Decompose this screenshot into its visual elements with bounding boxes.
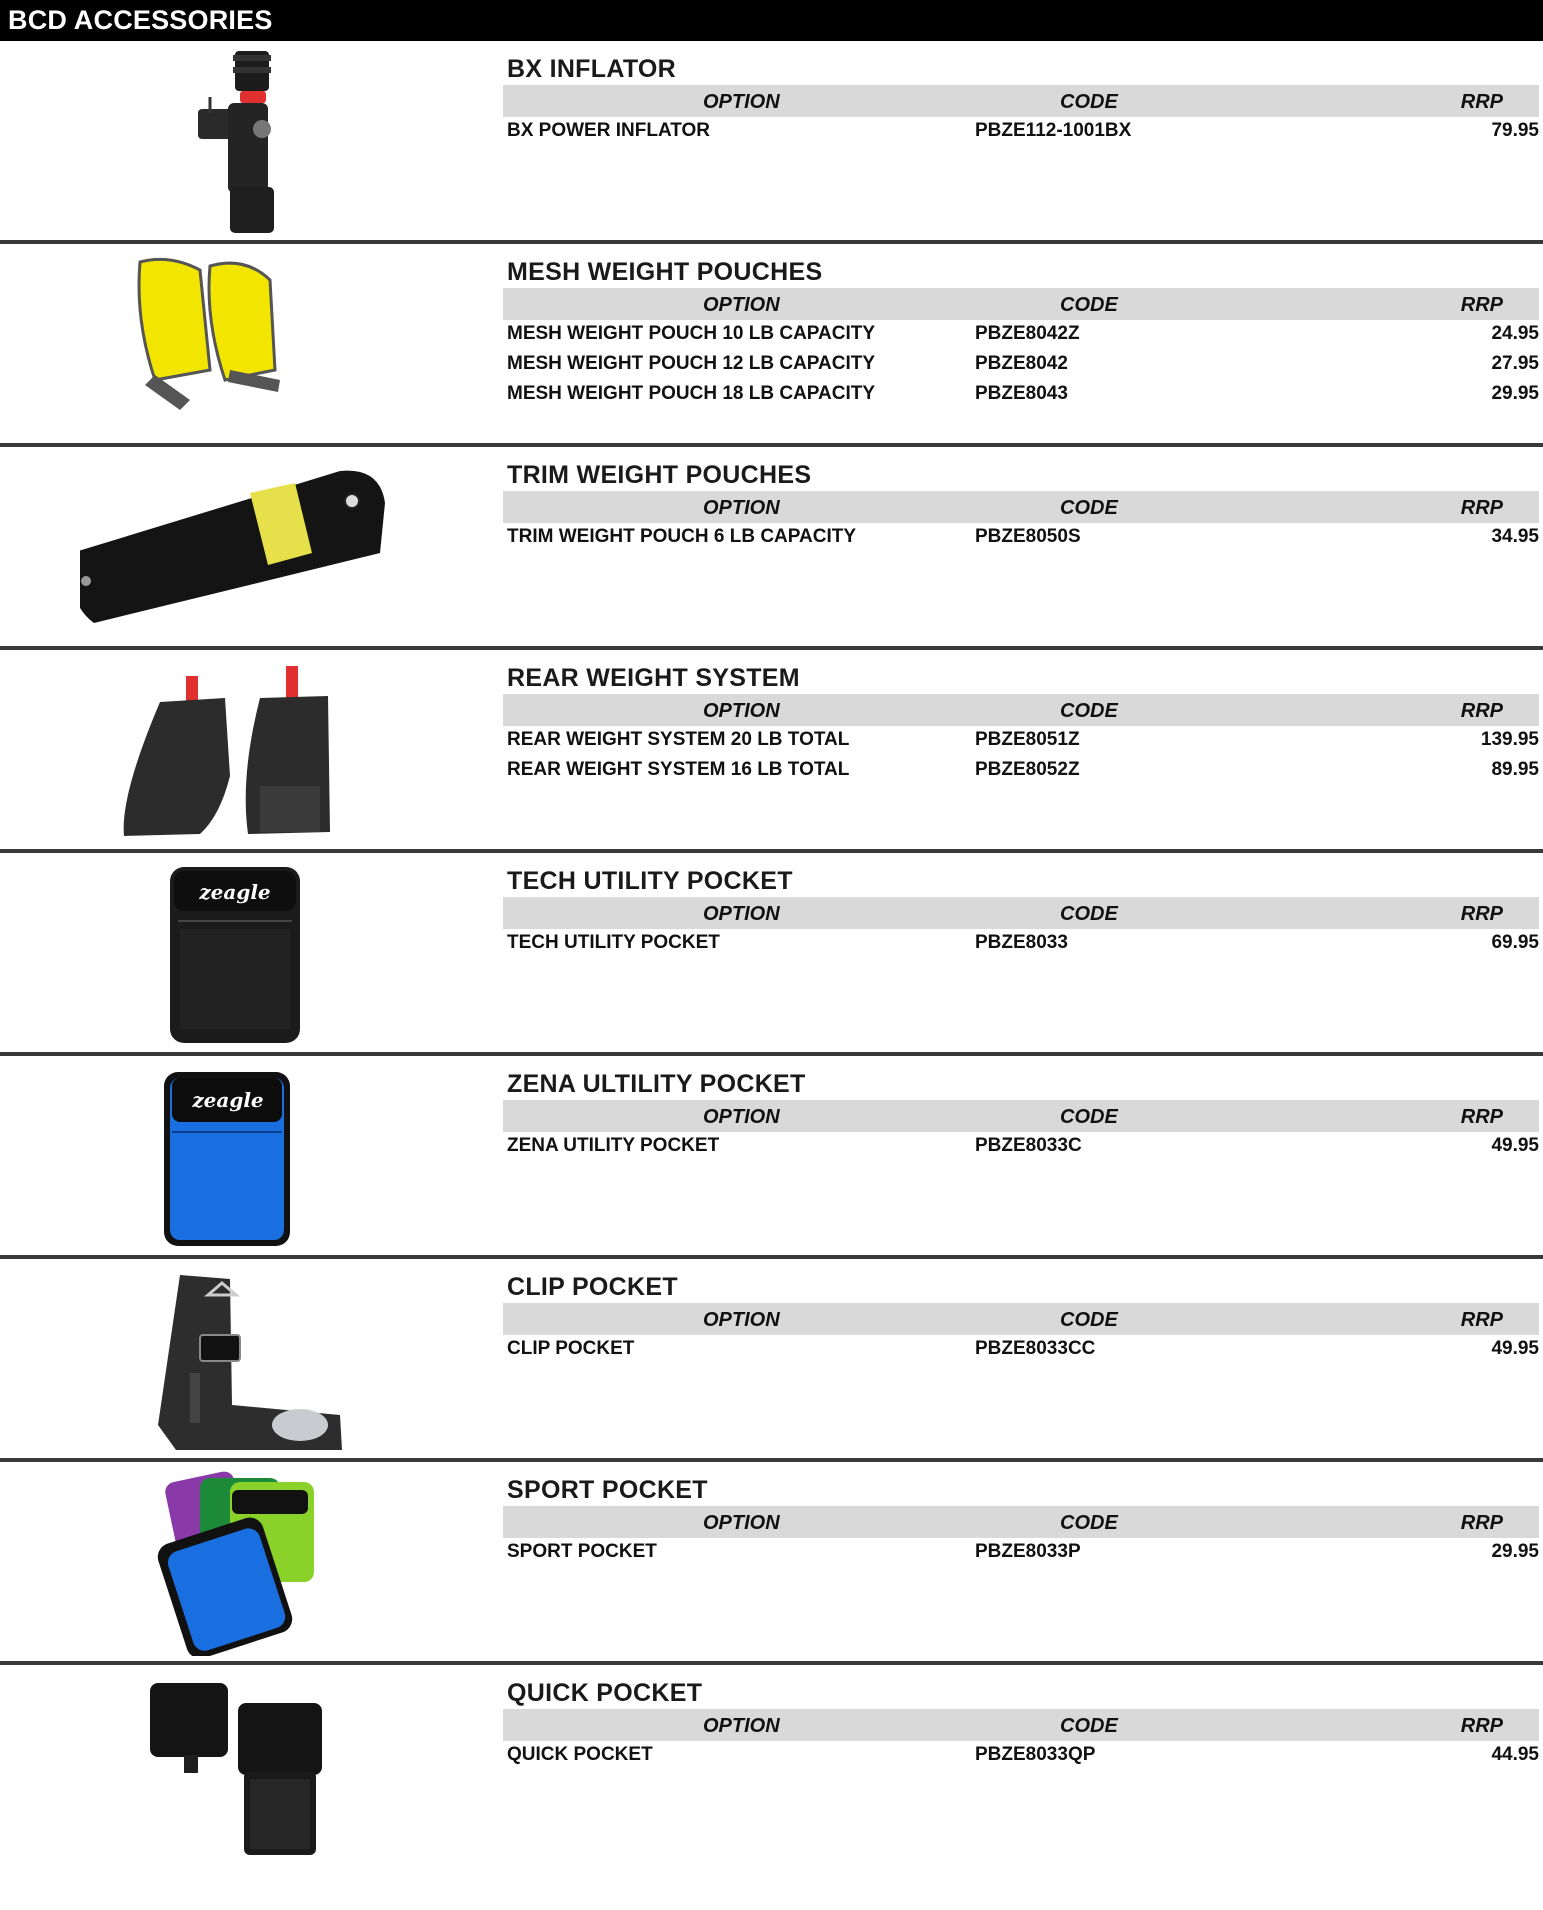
- code-cell: PBZE8052Z: [975, 759, 1080, 780]
- option-header: OPTION: [703, 497, 780, 519]
- product-section: [0, 1056, 1543, 1259]
- option-cell: QUICK POCKET: [507, 1744, 653, 1765]
- table-row: [503, 726, 1539, 756]
- page-banner: BCD ACCESSORIES: [0, 0, 1543, 41]
- mesh-weight-pouches-image: [80, 250, 470, 438]
- product-section: [0, 1665, 1543, 1868]
- code-cell: PBZE8042: [975, 353, 1068, 374]
- rrp-header: RRP: [1460, 903, 1503, 925]
- option-cell: ZENA UTILITY POCKET: [507, 1135, 720, 1156]
- bx-inflator-image: [80, 47, 470, 235]
- option-cell: CLIP POCKET: [507, 1338, 635, 1359]
- rrp-header: RRP: [1460, 1512, 1503, 1534]
- table-header: [503, 1303, 1539, 1335]
- table-row: [503, 1538, 1539, 1568]
- zena-utility-pocket-image: [80, 1062, 470, 1250]
- quick-pocket-image: [80, 1671, 470, 1859]
- option-header: OPTION: [703, 294, 780, 316]
- section-title: BX INFLATOR: [507, 55, 677, 83]
- zeagle-logo: zeagle: [192, 1088, 264, 1112]
- product-section: [0, 1462, 1543, 1665]
- rrp-cell: 139.95: [1480, 729, 1539, 750]
- table-row: [503, 929, 1539, 959]
- product-section: [0, 447, 1543, 650]
- section-title: REAR WEIGHT SYSTEM: [507, 664, 800, 692]
- table-header: [503, 1506, 1539, 1538]
- rrp-header: RRP: [1460, 700, 1503, 722]
- code-cell: PBZE8033P: [975, 1541, 1081, 1562]
- code-header: CODE: [1060, 700, 1118, 722]
- table-header: [503, 897, 1539, 929]
- section-title: CLIP POCKET: [507, 1273, 678, 1301]
- section-title: MESH WEIGHT POUCHES: [507, 258, 823, 286]
- table-row: [503, 117, 1539, 147]
- option-header: OPTION: [703, 903, 780, 925]
- option-header: OPTION: [703, 91, 780, 113]
- rrp-cell: 24.95: [1491, 323, 1539, 344]
- section-title: ZENA ULTILITY POCKET: [507, 1070, 806, 1098]
- rrp-cell: 49.95: [1491, 1135, 1539, 1156]
- rear-weight-system-image: [80, 656, 470, 844]
- code-cell: PBZE8033C: [975, 1135, 1082, 1156]
- rrp-cell: 44.95: [1491, 1744, 1539, 1765]
- code-cell: PBZE8051Z: [975, 729, 1080, 750]
- code-header: CODE: [1060, 91, 1118, 113]
- table-row: [503, 523, 1539, 553]
- rrp-header: RRP: [1460, 497, 1503, 519]
- table-row: [503, 320, 1539, 350]
- rrp-cell: 29.95: [1491, 383, 1539, 404]
- code-header: CODE: [1060, 294, 1118, 316]
- option-header: OPTION: [703, 1512, 780, 1534]
- section-title: TRIM WEIGHT POUCHES: [507, 461, 812, 489]
- code-header: CODE: [1060, 1512, 1118, 1534]
- rrp-header: RRP: [1460, 1715, 1503, 1737]
- rrp-cell: 79.95: [1491, 120, 1539, 141]
- option-cell: SPORT POCKET: [507, 1541, 657, 1562]
- rrp-cell: 49.95: [1491, 1338, 1539, 1359]
- table-header: [503, 491, 1539, 523]
- table-header: [503, 1100, 1539, 1132]
- code-header: CODE: [1060, 903, 1118, 925]
- table-row: [503, 1741, 1539, 1771]
- rrp-header: RRP: [1460, 1106, 1503, 1128]
- rrp-cell: 29.95: [1491, 1541, 1539, 1562]
- table-row: [503, 350, 1539, 380]
- product-section: [0, 650, 1543, 853]
- code-cell: PBZE8033: [975, 932, 1068, 953]
- product-section: [0, 1259, 1543, 1462]
- rrp-cell: 89.95: [1491, 759, 1539, 780]
- option-cell: TRIM WEIGHT POUCH 6 LB CAPACITY: [507, 526, 857, 547]
- product-section: [0, 244, 1543, 447]
- option-header: OPTION: [703, 700, 780, 722]
- code-cell: PBZE8050S: [975, 526, 1081, 547]
- table-header: [503, 1709, 1539, 1741]
- table-row: [503, 380, 1539, 410]
- code-header: CODE: [1060, 497, 1118, 519]
- tech-utility-pocket-image: [80, 859, 470, 1047]
- trim-weight-pouch-image: [80, 453, 470, 641]
- section-title: SPORT POCKET: [507, 1476, 708, 1504]
- rrp-header: RRP: [1460, 91, 1503, 113]
- option-cell: MESH WEIGHT POUCH 12 LB CAPACITY: [507, 353, 876, 374]
- table-row: [503, 1335, 1539, 1365]
- option-cell: MESH WEIGHT POUCH 10 LB CAPACITY: [507, 323, 876, 344]
- code-cell: PBZE8033CC: [975, 1338, 1096, 1359]
- rrp-header: RRP: [1460, 294, 1503, 316]
- sport-pocket-image: [80, 1468, 470, 1656]
- clip-pocket-image: [80, 1265, 470, 1453]
- code-header: CODE: [1060, 1106, 1118, 1128]
- table-row: [503, 756, 1539, 786]
- option-header: OPTION: [703, 1715, 780, 1737]
- option-cell: REAR WEIGHT SYSTEM 20 LB TOTAL: [507, 729, 850, 750]
- option-header: OPTION: [703, 1106, 780, 1128]
- table-row: [503, 1132, 1539, 1162]
- code-header: CODE: [1060, 1715, 1118, 1737]
- code-cell: PBZE112-1001BX: [975, 120, 1132, 141]
- rrp-header: RRP: [1460, 1309, 1503, 1331]
- product-section: [0, 853, 1543, 1056]
- option-cell: REAR WEIGHT SYSTEM 16 LB TOTAL: [507, 759, 850, 780]
- section-title: QUICK POCKET: [507, 1679, 703, 1707]
- rrp-cell: 34.95: [1491, 526, 1539, 547]
- product-section: [0, 41, 1543, 244]
- code-cell: PBZE8033QP: [975, 1744, 1096, 1765]
- option-cell: TECH UTILITY POCKET: [507, 932, 720, 953]
- zeagle-logo: zeagle: [199, 880, 271, 904]
- table-header: [503, 694, 1539, 726]
- rrp-cell: 27.95: [1491, 353, 1539, 374]
- option-header: OPTION: [703, 1309, 780, 1331]
- section-title: TECH UTILITY POCKET: [507, 867, 793, 895]
- rrp-cell: 69.95: [1491, 932, 1539, 953]
- code-cell: PBZE8043: [975, 383, 1068, 404]
- table-header: [503, 288, 1539, 320]
- option-cell: BX POWER INFLATOR: [507, 120, 711, 141]
- code-header: CODE: [1060, 1309, 1118, 1331]
- code-cell: PBZE8042Z: [975, 323, 1080, 344]
- option-cell: MESH WEIGHT POUCH 18 LB CAPACITY: [507, 383, 876, 404]
- table-header: [503, 85, 1539, 117]
